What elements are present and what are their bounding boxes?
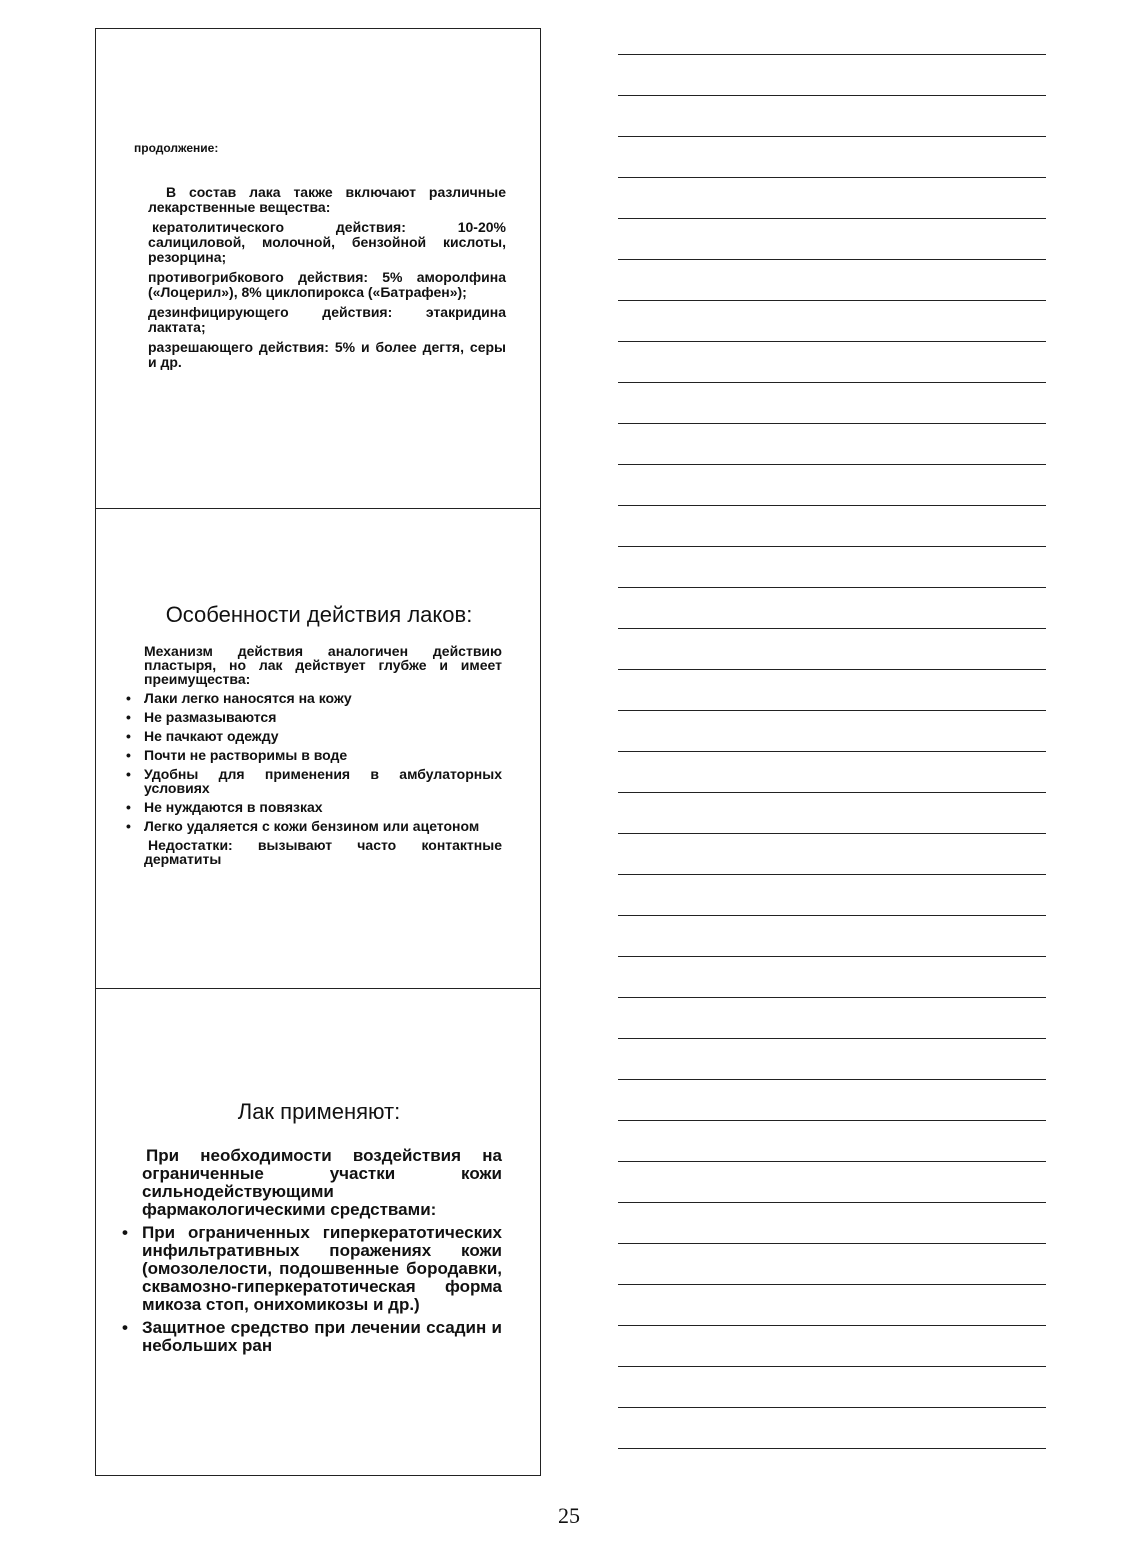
note-line: [618, 1120, 1046, 1121]
note-line: [618, 1448, 1046, 1449]
note-line: [618, 382, 1046, 383]
list-item: • Не нуждаются в повязках: [126, 800, 502, 814]
applications-text: [122, 1147, 502, 1360]
slide-title: Особенности действия лаков:: [165, 602, 473, 627]
drawbacks-text: Недостатки: вызывают часто контактные дерматиты: [144, 837, 502, 867]
list-item: • Легко удаляется с кожи бензином или ацетоном: [126, 819, 502, 833]
note-line: [618, 874, 1046, 875]
note-line: [618, 833, 1046, 834]
list-item: • Лаки легко наносятся на кожу: [126, 691, 502, 705]
applications-list: [122, 1224, 502, 1355]
page-number: 25: [558, 1503, 580, 1528]
list-item: • Не пачкают одежду: [126, 729, 502, 743]
feature-list: [126, 691, 502, 833]
note-line: [618, 1243, 1046, 1244]
list-item: • Не размазываются: [126, 710, 502, 724]
paragraph: При необходимости воздействия на ограниченные участки кожи сильнодействующими фармакологическими средствами:: [142, 1146, 502, 1219]
note-line: [618, 54, 1046, 55]
note-line: [618, 95, 1046, 96]
note-line: [618, 218, 1046, 219]
note-line: [618, 1161, 1046, 1162]
paragraph: противогрибкового действия: 5% аморолфина («Лоцерил»), 8% циклопирокса («Батрафен»);: [148, 269, 506, 300]
note-line: [618, 259, 1046, 260]
note-line: [618, 997, 1046, 998]
note-line: [618, 1038, 1046, 1039]
note-line: [618, 1407, 1046, 1408]
note-line: [618, 1202, 1046, 1203]
note-line: [618, 1079, 1046, 1080]
note-line: [618, 546, 1046, 547]
notes-lines: [618, 0, 1046, 1565]
note-line: [618, 136, 1046, 137]
paragraph: Механизм действия аналогичен действию пластыря, но лак действует глубже и имеет преимущества:: [144, 643, 502, 687]
composition-text: [148, 185, 506, 375]
slide-applications: [96, 988, 540, 1477]
list-item: • Почти не растворимы в воде: [126, 748, 502, 762]
note-line: [618, 341, 1046, 342]
list-item: • При ограниченных гиперкератотических инфильтративных поражениях кожи (омозолелости, подошвенные бородавки, сквамозно-гиперкератотическая форма микоза стоп, онихомикозы и др.): [122, 1224, 502, 1314]
paragraph: разрешающего действия: 5% и более дегтя, серы и др.: [148, 339, 506, 370]
note-line: [618, 464, 1046, 465]
paragraph: В состав лака также включают различные лекарственные вещества:: [148, 184, 506, 215]
slide-title: Лак применяют:: [237, 1099, 401, 1124]
note-line: [618, 710, 1046, 711]
note-line: [618, 587, 1046, 588]
note-line: [618, 423, 1046, 424]
list-item: • Удобны для применения в амбулаторных условиях: [126, 767, 502, 795]
note-line: [618, 751, 1046, 752]
features-text: [126, 644, 502, 871]
note-line: [618, 915, 1046, 916]
note-line: [618, 1366, 1046, 1367]
note-line: [618, 628, 1046, 629]
note-line: [618, 1325, 1046, 1326]
paragraph: дезинфицирующего действия: этакридина лактата;: [148, 304, 506, 335]
note-line: [618, 300, 1046, 301]
note-line: [618, 177, 1046, 178]
note-line: [618, 792, 1046, 793]
note-line: [618, 956, 1046, 957]
slides-column: [95, 28, 541, 1476]
list-item: • Защитное средство при лечении ссадин и небольших ран: [122, 1319, 502, 1355]
note-line: [618, 1284, 1046, 1285]
slide-composition: [96, 29, 540, 508]
slide-features: [96, 508, 540, 988]
continuation-label: продолжение:: [134, 141, 219, 155]
paragraph: кератолитического действия: 10-20% салициловой, молочной, бензойной кислоты, резорцина;: [148, 219, 506, 265]
note-line: [618, 505, 1046, 506]
note-line: [618, 669, 1046, 670]
